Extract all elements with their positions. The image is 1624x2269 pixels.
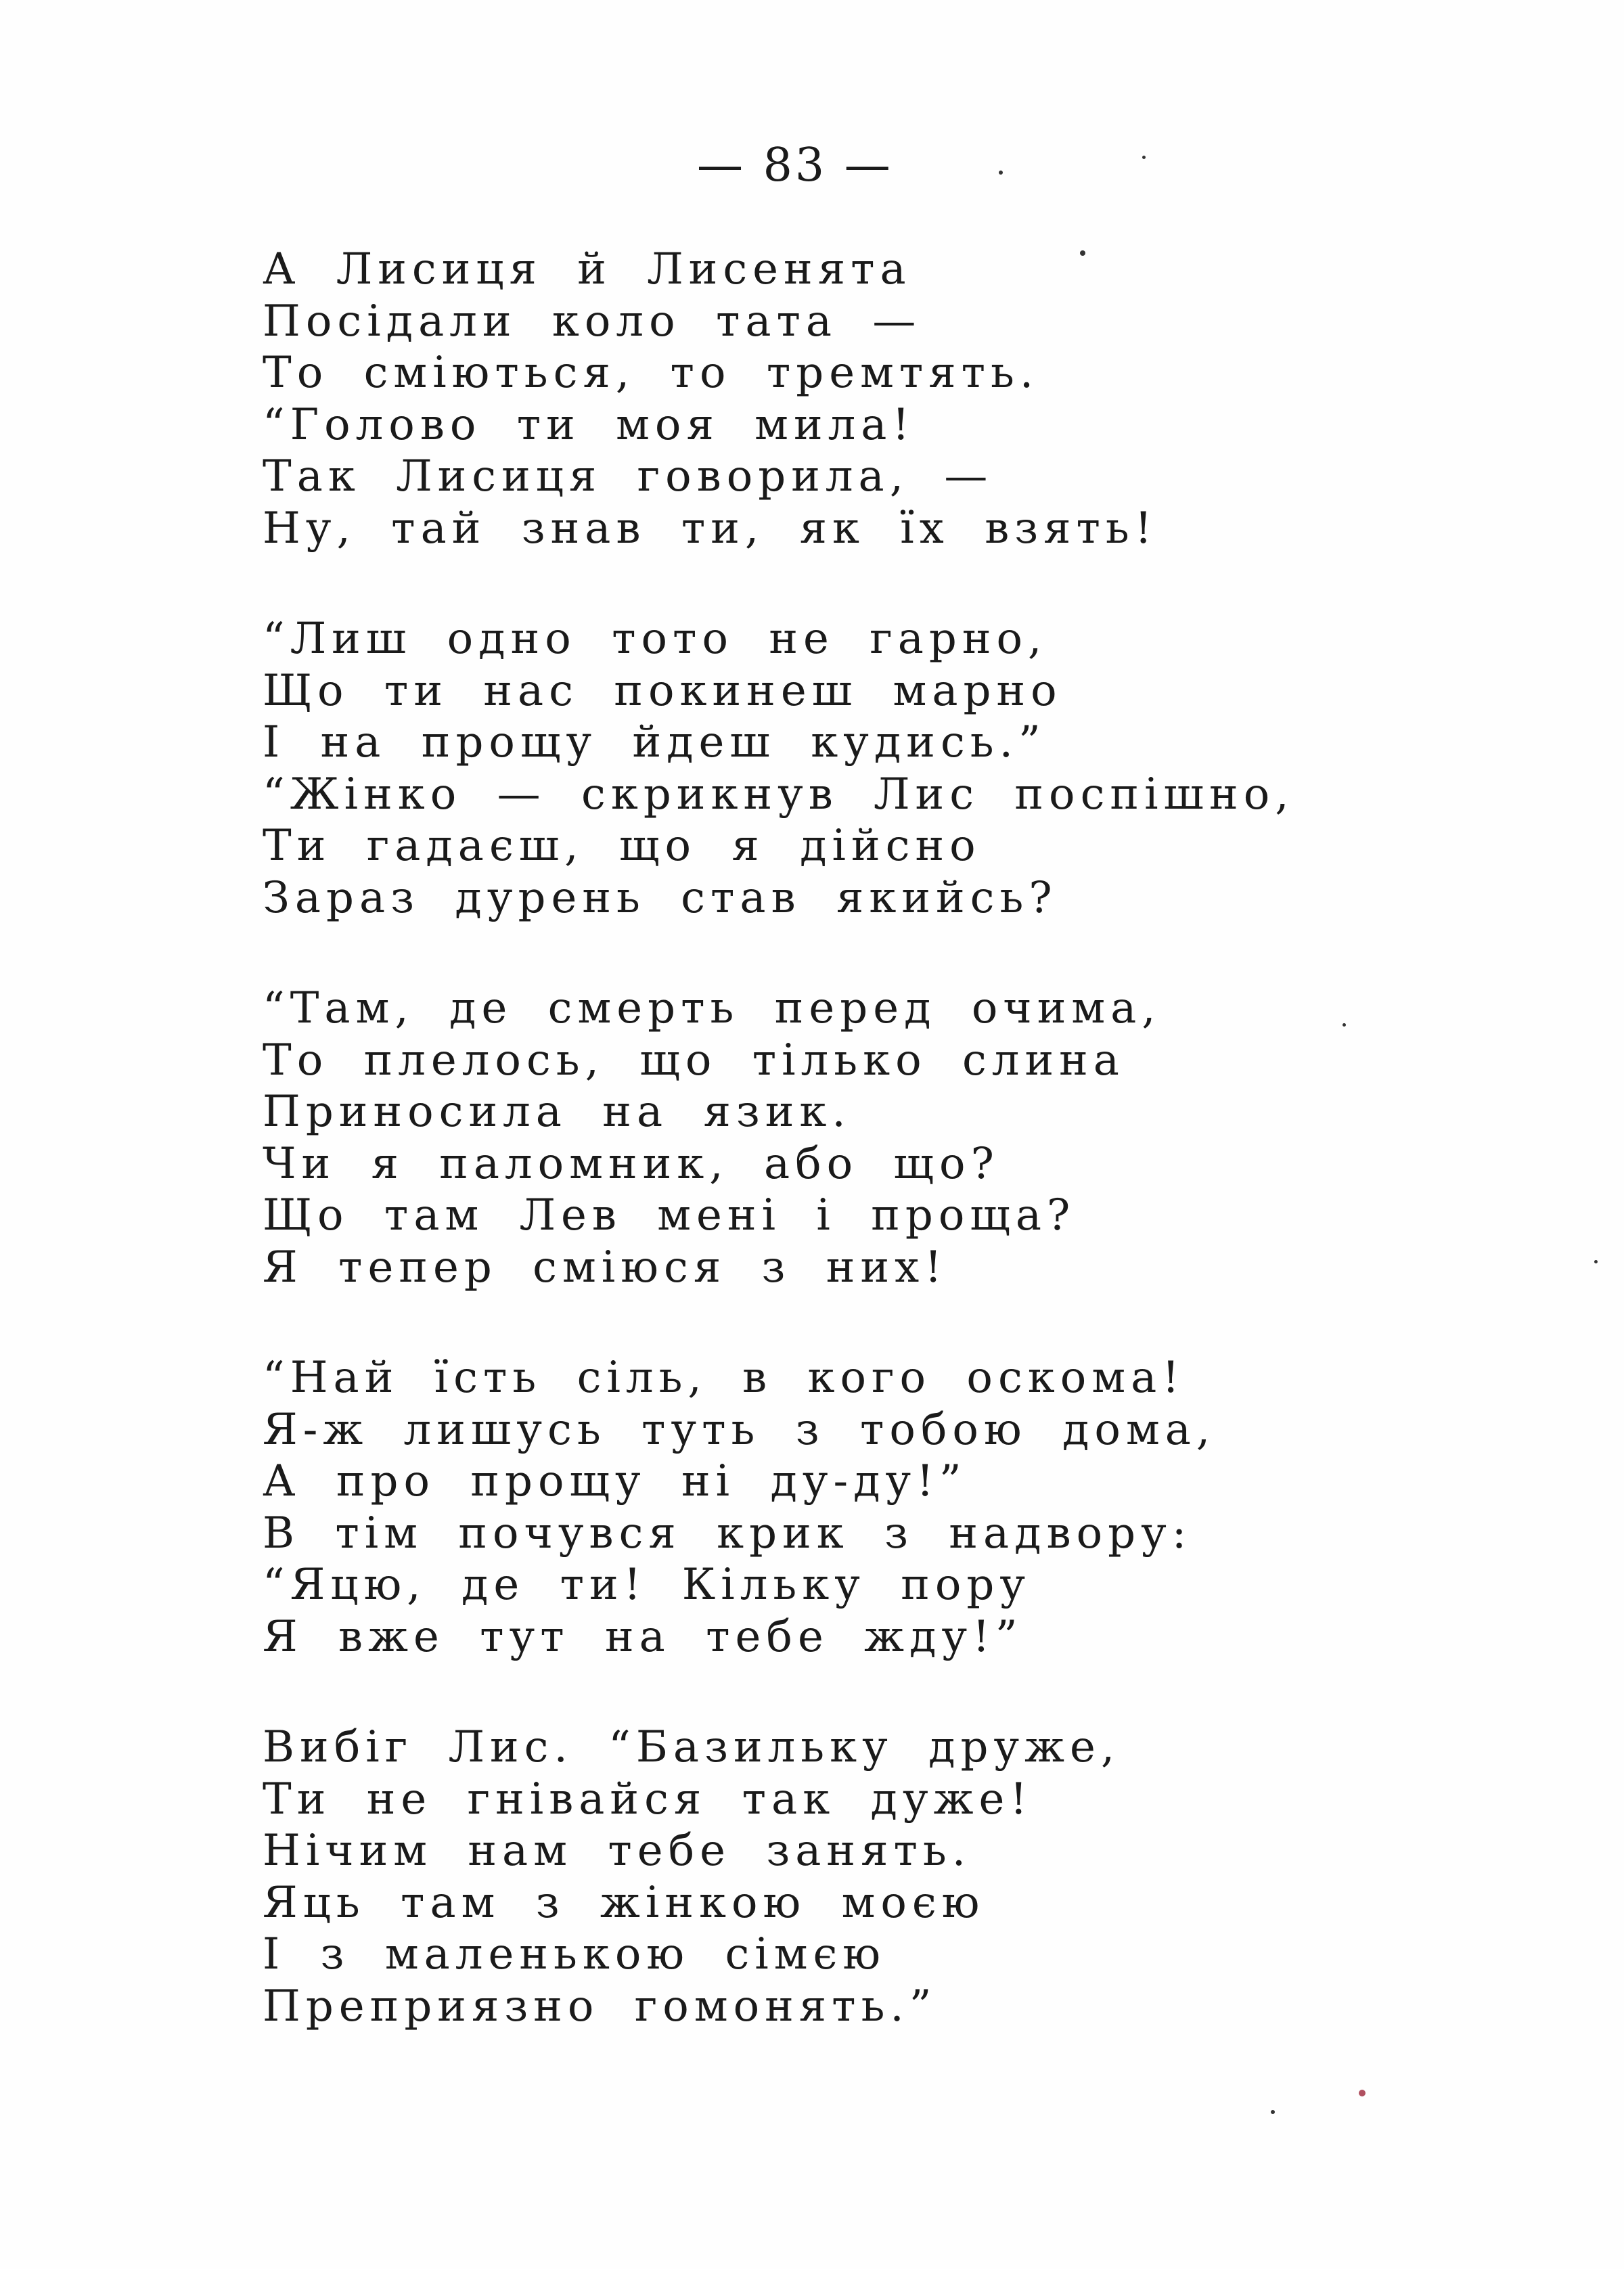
poem-line: Посідали коло тата — xyxy=(263,296,922,346)
stanza xyxy=(263,1722,1582,2032)
poem-line: “Най їсть сіль, в кого оскома! xyxy=(263,1353,1185,1403)
poem-line: Так Лисиця говорила, — xyxy=(263,451,993,501)
poem-line: Ти не гнівайся так дуже! xyxy=(263,1774,1033,1824)
poem-line: То плелось, що тілько слина xyxy=(263,1035,1125,1085)
poem-line: Я-ж лишусь туть з тобою дома, xyxy=(263,1404,1216,1455)
print-speck xyxy=(1359,2090,1366,2096)
poem-line: Зараз дурень став якийсь? xyxy=(263,872,1058,923)
print-speck xyxy=(1142,156,1146,159)
poem-line: Нічим нам тебе занять. xyxy=(263,1826,972,1876)
print-speck xyxy=(1271,2110,1275,2114)
page-number: — 83 — xyxy=(697,139,893,192)
print-speck xyxy=(1594,1260,1598,1263)
print-speck xyxy=(999,171,1003,175)
poem-line: Я вже тут на тебе жду!” xyxy=(263,1611,1023,1662)
poem-line: “Голово ти моя мила! xyxy=(263,399,916,450)
poem-line: Що ти нас покинеш марно xyxy=(263,665,1062,716)
poem-line: І з маленькою сімєю xyxy=(263,1929,886,1979)
poem xyxy=(263,244,1582,2091)
stanza xyxy=(263,983,1582,1293)
poem-line: Ти гадаєш, що я дійсно xyxy=(263,821,981,871)
poem-line: “Жінко — скрикнув Лис поспішно, xyxy=(263,769,1294,819)
print-speck xyxy=(1343,1023,1346,1027)
poem-line: Чи я паломник, або що? xyxy=(263,1138,999,1189)
poem-line: А Лисиця й Лисенята xyxy=(263,244,911,294)
stanza xyxy=(263,613,1582,924)
poem-line: Преприязно гомонять.” xyxy=(263,1981,937,2031)
poem-line: Що там Лев мені і проща? xyxy=(263,1190,1076,1240)
poem-line: “Лиш одно тото не гарно, xyxy=(263,614,1047,664)
poem-line: “Яцю, де ти! Кільку пору xyxy=(263,1560,1031,1610)
stanza xyxy=(263,1352,1582,1663)
poem-line: Я тепер сміюся з них! xyxy=(263,1242,947,1293)
poem-line: Приносила на язик. xyxy=(263,1087,851,1137)
poem-line: То сміються, то тремтять. xyxy=(263,348,1039,398)
poem-line: І на прощу йдеш кудись.” xyxy=(263,717,1046,767)
stanza xyxy=(263,244,1582,554)
poem-line: “Там, де смерть перед очима, xyxy=(263,983,1161,1033)
print-speck xyxy=(1080,250,1085,256)
poem-line: Яць там з жінкою моєю xyxy=(263,1877,985,1928)
poem-line: Вибіг Лис. “Базильку друже, xyxy=(263,1722,1121,1772)
poem-line: А про прощу ні ду-ду!” xyxy=(263,1456,967,1506)
poem-line: В тім почувся крик з надвору: xyxy=(263,1508,1192,1558)
poem-line: Ну, тай знав ти, як їх взять! xyxy=(263,503,1158,554)
